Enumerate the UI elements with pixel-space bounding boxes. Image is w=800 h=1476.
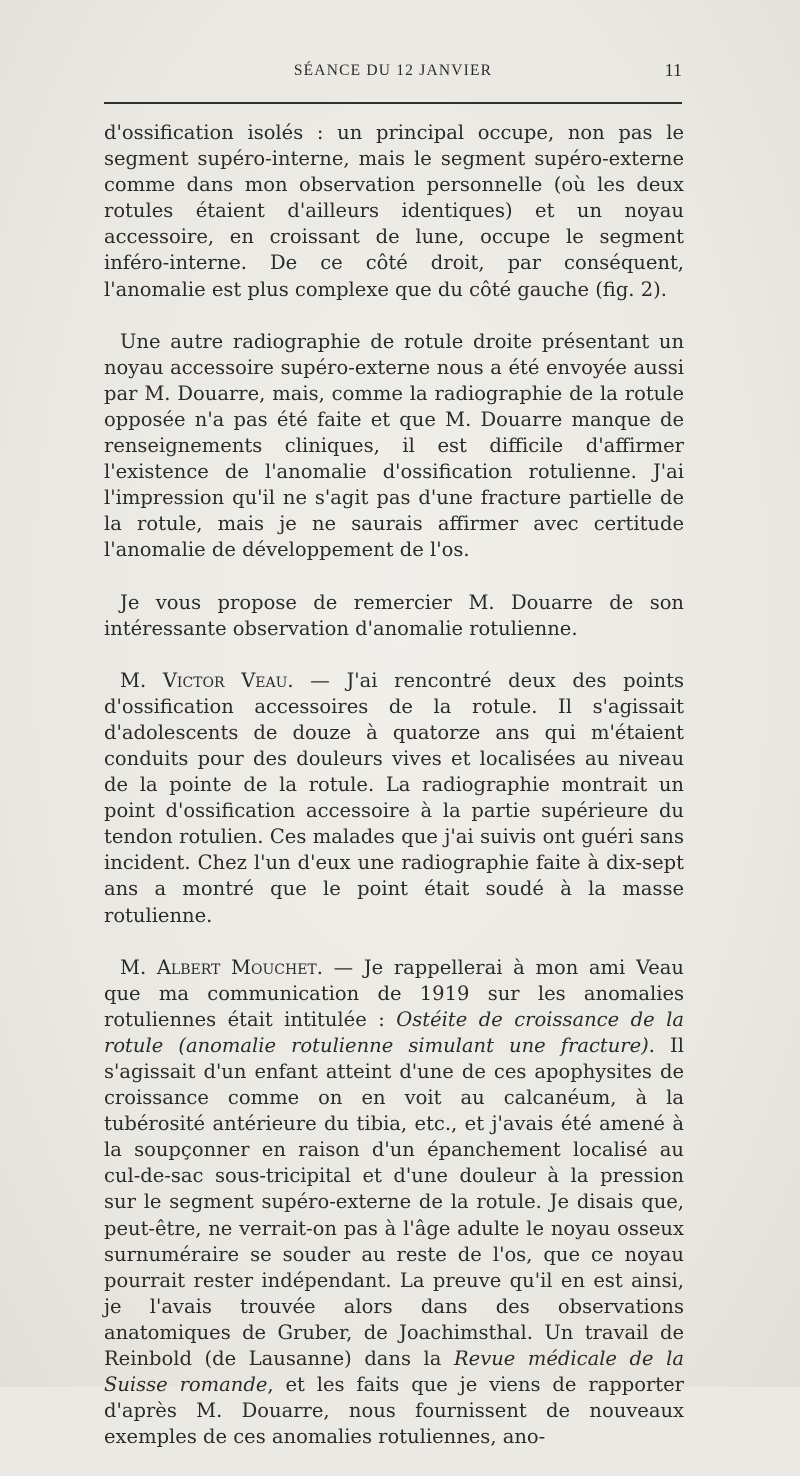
mouchet-remark-part-c: , et les faits que je viens de rapporter d'après M. Douarre, nous fournissent de nouveaux exemples de ces anomalies rotuliennes, ano- — [104, 1373, 684, 1449]
veau-remark: J'ai rencontré deux des points d'ossification accessoires de la rotule. Il s'agissait d'adolescents de douze à quatorze ans qui m'étaient conduits pour des douleurs vives et localisées au niveau de la pointe de la rotule. La radiographie montrait un point d'ossification accessoire à la partie supérieure du tendon rotulien. Ces malades que j'ai suivis ont guéri sans incident. Chez l'un d'eux une radiographie faite à dix-sept ans a montré que le point était soudé à la masse rotulienne. — [104, 668, 684, 927]
running-head — [104, 62, 682, 88]
communication-title: Ostéite de croissance de la rotule (anomalie rotulienne simulant une fracture) — [104, 1007, 684, 1057]
speaker-dash: — — [322, 955, 364, 979]
paragraph-veau — [104, 668, 684, 929]
page-number: 11 — [664, 60, 682, 80]
paragraph-continuation: d'ossification isolés : un principal occupe, non pas le segment supéro-interne, mais le segment supéro-externe comme dans mon observation personnelle (où les deux rotules étaient d'ailleurs identiques) et un noyau accessoire, en croissant de lune, occupe le segment inféro-interne. De ce côté droit, par conséquent, l'anomalie est plus complexe que du côté gauche (fig. 2). — [104, 121, 684, 301]
paragraph-douarre-radiograph: Une autre radiographie de rotule droite présentant un noyau accessoire supéro-externe nous a été envoyée aussi par M. Douarre, mais, comme la radiographie de la rotule opposée n'a pas été faite et que M. Douarre manque de renseignements cliniques, il est difficile d'affirmer l'existence de l'anomalie d'ossification rotulienne. J'ai l'impression qu'il ne s'agit pas d'une fracture partielle de la rotule, mais je ne saurais affirmer avec certitude l'anomalie de développement de l'os. — [104, 329, 684, 562]
mouchet-remark-part-a: Je rappellerai à mon ami Veau que ma communication de 1919 sur les anomalies rotuliennes était intitulée : — [104, 955, 684, 1031]
body-text — [104, 120, 684, 1476]
speaker-dash: — — [293, 668, 347, 692]
header-rule — [104, 102, 682, 104]
paragraph-mouchet — [104, 955, 684, 1451]
paragraph-thanks: Je vous propose de remercier M. Douarre de son intéressante observation d'anomalie rotulienne. — [104, 590, 684, 640]
speaker-veau: M. Victor Veau. — [120, 668, 294, 692]
journal-title: Revue médicale de la Suisse romande — [104, 1347, 684, 1397]
running-head-title: SÉANCE DU 12 JANVIER — [293, 62, 493, 79]
speaker-mouchet: M. Albert Mouchet. — [120, 955, 323, 979]
mouchet-remark-part-b: . Il s'agissait d'un enfant atteint d'une de ces apophysites de croissance comme on en voit au calcanéum, à la tubérosité antérieure du tibia, etc., et j'avais été amené à la soupçonner en raison d'un épanchement localisé au cul-de-sac sous-tricipital et d'une douleur à la pression sur le segment supéro-externe de la rotule. Je disais que, peut-être, ne verrait-on pas à l'âge adulte le noyau osseux surnuméraire se souder au reste de l'os, que ce noyau pourrait rester indépendant. La preuve qu'il en est ainsi, je l'avais trouvée alors dans des observations anatomiques de Gruber, de Joachimsthal. Un travail de Reinbold (de Lausanne) dans la — [104, 1033, 684, 1371]
